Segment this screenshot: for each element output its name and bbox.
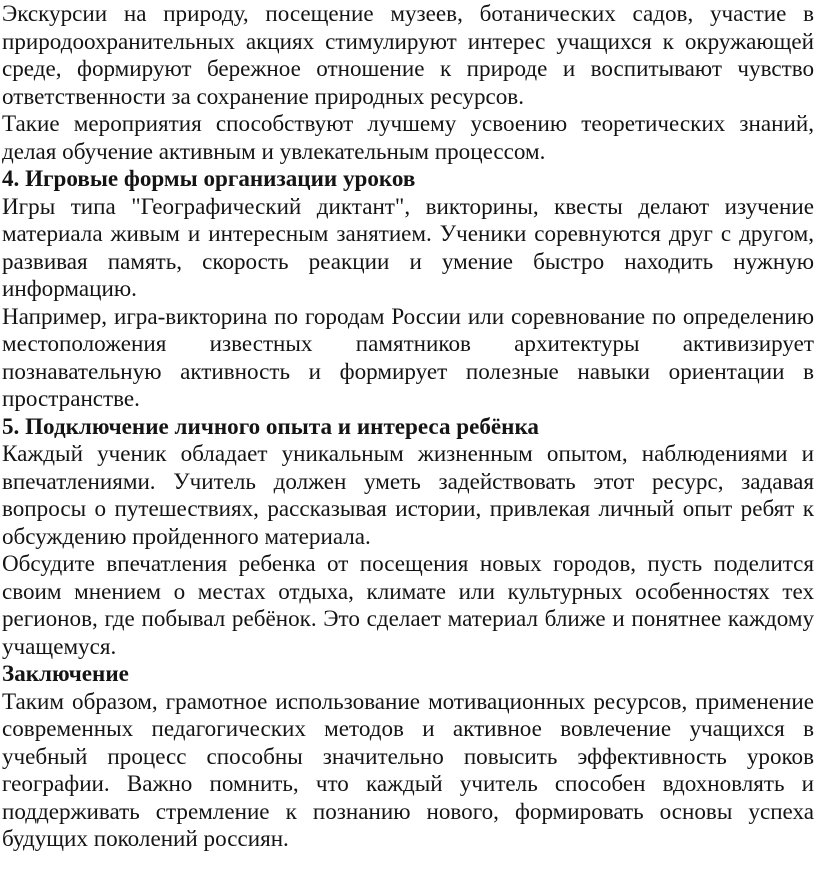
- paragraph-student-experience: Каждый ученик обладает уникальным жизненным опытом, наблюдениями и впечатлениями. Учитель должен уметь задействовать этот ресурс, задавая вопросы о путешествиях, рассказывая истории, привлекая личный опыт ребят к обсуждению пройденного материала.: [2, 440, 814, 549]
- section-heading-personal-experience: 5. Подключение личного опыта и интереса ребёнка: [2, 412, 539, 439]
- paragraph-discuss-impressions: Обсудите впечатления ребенка от посещения новых городов, пусть поделится своим мнением о местах отдыха, климате или культурных особенностях тех регионов, где побывал ребёнок. Это сделает материал ближе и понятнее каждому учащемуся.: [2, 550, 814, 659]
- paragraph-events-effect: Такие мероприятия способствуют лучшему усвоению теоретических знаний, делая обучение активным и увлекательным процессом.: [2, 110, 814, 164]
- paragraph-conclusion: Таким образом, грамотное использование мотивационных ресурсов, применение современных педагогических методов и активное вовлечение учащихся в учебный процесс способны значительно повысить эффективность уроков географии. Важно помнить, что каждый учитель способен вдохновлять и поддерживать стремление к познанию нового, формировать основы успеха будущих поколений россиян.: [2, 687, 814, 851]
- paragraph-games: Игры типа "Географический диктант", викторины, квесты делают изучение материала живым и интересным занятием. Ученики соревнуются друг с другом, развивая память, скорость реакции и умение быстро находить нужную информацию.: [2, 192, 814, 301]
- section-heading-conclusion: Заключение: [2, 660, 129, 686]
- section-heading-game-forms: 4. Игровые формы организации уроков: [2, 165, 416, 191]
- paragraph-quiz-example: Например, игра-викторина по городам России или соревнование по определению местоположения известных памятников архитектуры активизирует познавательную активность и формирует полезные навыки ориентации в пространстве.: [2, 302, 814, 411]
- paragraph-excursions: Экскурсии на природу, посещение музеев, ботанических садов, участие в природоохранительных акциях стимулируют интерес учащихся к окружающей среде, формируют бережное отношение к природе и воспитывают чувство ответственности за сохранение природных ресурсов.: [2, 0, 814, 109]
